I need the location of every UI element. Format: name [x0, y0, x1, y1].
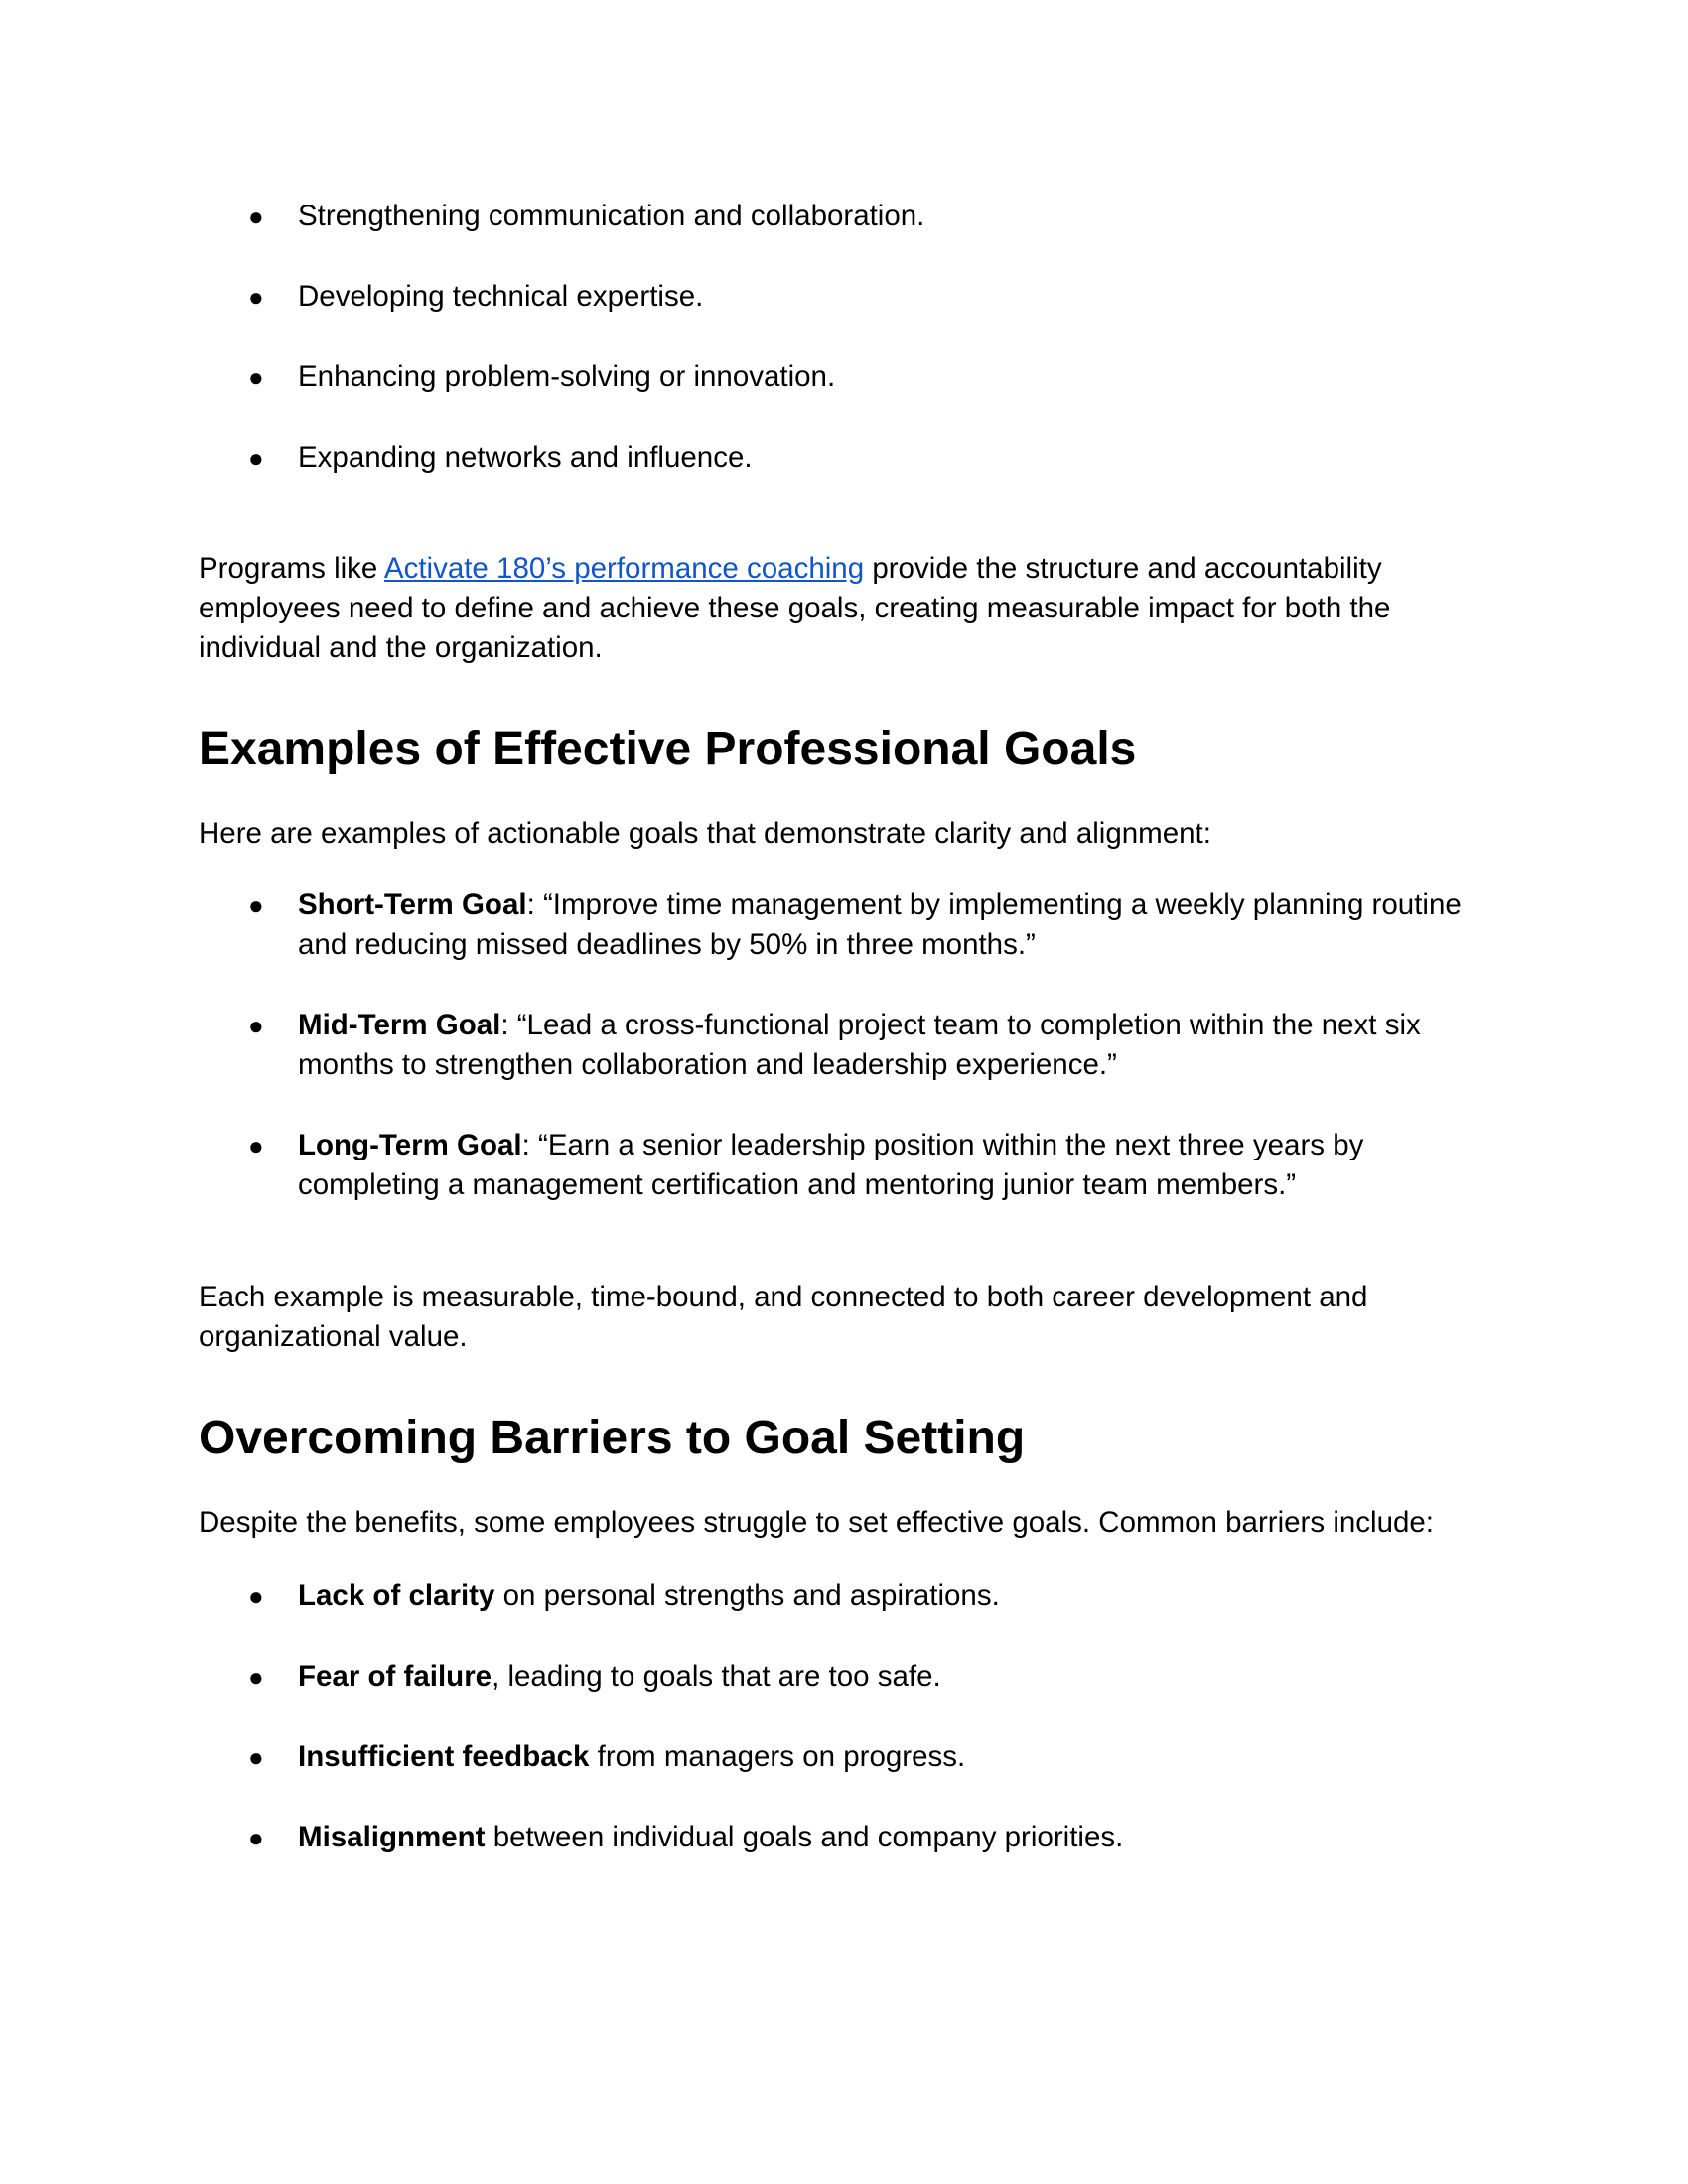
bullet-icon: ● [248, 1823, 264, 1852]
list-item-text: Strengthening communication and collaboration. [298, 200, 925, 232]
programs-paragraph [199, 549, 1489, 668]
bullet-icon: ● [248, 1131, 264, 1160]
goals-list [199, 886, 1489, 1205]
activate-180-coaching-link[interactable]: Activate 180’s performance coaching [383, 552, 865, 585]
list-item [199, 1737, 1489, 1777]
bullet-icon: ● [248, 362, 264, 392]
list-item [199, 886, 1489, 965]
goal-text: : “Earn a senior leadership position within the next three years by completing a management certification and mentoring junior team members.” [298, 1129, 1364, 1201]
barrier-label: Insufficient feedback [298, 1740, 590, 1773]
examples-summary: Each example is measurable, time-bound, and connected to both career development and organizational value. [199, 1281, 1368, 1353]
barriers-list [199, 1576, 1489, 1857]
goal-text: : “Lead a cross-functional project team to completion within the next six months to strengthen collaboration and leadership experience.” [298, 1009, 1421, 1081]
examples-intro: Here are examples of actionable goals that demonstrate clarity and alignment: [199, 817, 1211, 850]
goal-label: Long-Term Goal [298, 1129, 522, 1161]
list-item [199, 197, 1489, 236]
list-item [199, 277, 1489, 317]
barrier-label: Lack of clarity [298, 1579, 495, 1612]
intro-list [199, 197, 1489, 478]
barriers-heading: Overcoming Barriers to Goal Setting [199, 1412, 1026, 1464]
list-item-text: Developing technical expertise. [298, 280, 704, 313]
goal-label: Mid-Term Goal [298, 1009, 501, 1041]
list-item [199, 357, 1489, 397]
list-item [199, 1657, 1489, 1697]
list-item [199, 1576, 1489, 1616]
list-item [199, 1126, 1489, 1205]
bullet-icon: ● [248, 1662, 264, 1692]
barrier-text: between individual goals and company priorities. [485, 1821, 1124, 1853]
barrier-text: from managers on progress. [589, 1740, 966, 1773]
goal-text: : “Improve time management by implementing a weekly planning routine and reducing missed deadlines by 50% in three months.” [298, 888, 1462, 961]
list-item [199, 1818, 1489, 1857]
barrier-label: Fear of failure [298, 1660, 492, 1693]
list-item-text: Expanding networks and influence. [298, 441, 753, 474]
bullet-icon: ● [248, 202, 264, 231]
paragraph-text: Programs like [199, 552, 384, 585]
bullet-icon: ● [248, 1581, 264, 1611]
bullet-icon: ● [248, 282, 264, 312]
barrier-label: Misalignment [298, 1821, 486, 1853]
barriers-intro: Despite the benefits, some employees struggle to set effective goals. Common barriers include: [199, 1506, 1434, 1539]
bullet-icon: ● [248, 443, 264, 473]
bullet-icon: ● [248, 890, 264, 920]
bullet-icon: ● [248, 1742, 264, 1772]
list-item [199, 438, 1489, 478]
list-item [199, 1006, 1489, 1085]
barrier-text: , leading to goals that are too safe. [492, 1660, 941, 1693]
list-item-text: Enhancing problem-solving or innovation. [298, 360, 836, 393]
bullet-icon: ● [248, 1011, 264, 1040]
paragraph-text: provide the structure and accountability employees need to define and achieve these goals, creating measurable impact for both the individual and the organization. [199, 552, 1391, 664]
barrier-text: on personal strengths and aspirations. [494, 1579, 1000, 1612]
goal-label: Short-Term Goal [298, 888, 527, 921]
examples-heading: Examples of Effective Professional Goals [199, 723, 1137, 775]
